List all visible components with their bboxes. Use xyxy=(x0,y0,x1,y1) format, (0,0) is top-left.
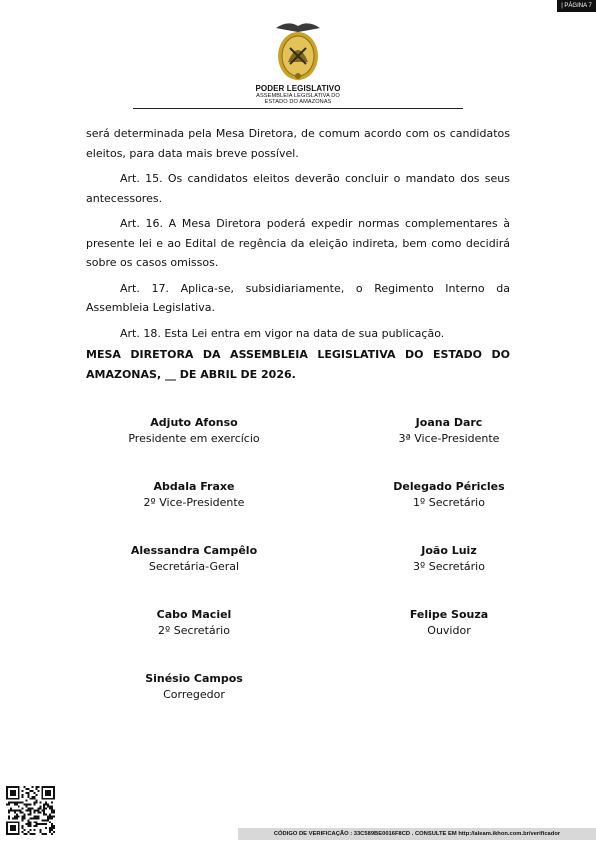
qr-code-icon[interactable] xyxy=(6,786,55,835)
signatory-role: Corregedor xyxy=(163,688,225,701)
page-number-tag: | PÁGINA 7 xyxy=(557,0,596,12)
signatory-block xyxy=(84,479,304,511)
signatory-name: Joana Darc xyxy=(415,416,483,429)
signatory-role: Presidente em exercício xyxy=(128,432,260,445)
header-sub-1: ASSEMBLEIA LEGISLATIVA DO xyxy=(256,93,340,99)
coat-of-arms-seal-icon xyxy=(270,18,326,84)
header-sub-2: ESTADO DO AMAZONAS xyxy=(264,99,332,105)
signatory-role: 3ª Vice-Presidente xyxy=(398,432,500,445)
signatory-role: 2º Vice-Presidente xyxy=(143,496,245,509)
signatory-block xyxy=(84,607,304,639)
signatory-role: 2º Secretário xyxy=(158,624,230,637)
signatory-block xyxy=(339,543,559,575)
law-body xyxy=(86,124,510,349)
mesa-diretora-closing: MESA DIRETORA DA ASSEMBLEIA LEGISLATIVA DO ESTADO DO AMAZONAS, __ DE ABRIL DE 2026. xyxy=(86,348,510,381)
signatory-role: 3º Secretário xyxy=(413,560,485,573)
signatory-block xyxy=(339,607,559,639)
article-15: Art. 15. Os candidatos eleitos deverão concluir o mandato dos seus antecessores. xyxy=(86,172,510,205)
header-org: PODER LEGISLATIVO xyxy=(255,84,341,93)
signatory-name: Felipe Souza xyxy=(409,608,489,621)
signatory-block xyxy=(339,479,559,511)
header xyxy=(198,84,398,105)
signatory-block xyxy=(84,543,304,575)
signatory-name: Adjuto Afonso xyxy=(150,416,238,429)
signatory-name: Alessandra Campêlo xyxy=(130,544,258,557)
signatory-name: Abdala Fraxe xyxy=(153,480,235,493)
article-18: Art. 18. Esta Lei entra em vigor na data de sua publicação. xyxy=(120,326,445,340)
signatory-block xyxy=(84,415,304,447)
signatory-name: Sinésio Campos xyxy=(145,672,243,685)
verification-code-bar: CÓDIGO DE VERIFICAÇÃO : 33C589BE0016F8CD . CONSULTE EM http://aleam.ikhon.com.br/verificador xyxy=(238,828,596,840)
article-16: Art. 16. A Mesa Diretora poderá expedir normas complementares à presente lei e ao Edital de regência da eleição indireta, bem como decidirá sobre os casos omissos. xyxy=(86,217,510,269)
signatory-block xyxy=(84,671,304,703)
signatory-role: 1º Secretário xyxy=(413,496,485,509)
header-divider xyxy=(133,108,463,109)
signatory-role: Secretária-Geral xyxy=(148,560,240,573)
article-17: Art. 17. Aplica-se, subsidiariamente, o Regimento Interno da Assembleia Legislativa. xyxy=(86,281,510,314)
signatory-role: Ouvidor xyxy=(427,624,471,637)
signatory-name: João Luiz xyxy=(421,544,477,557)
signatory-name: Cabo Maciel xyxy=(156,608,232,621)
signatory-name: Delegado Péricles xyxy=(393,480,505,493)
signatory-block xyxy=(339,415,559,447)
paragraph-1: será determinada pela Mesa Diretora, de comum acordo com os candidatos eleitos, para data mais breve possível. xyxy=(86,127,510,160)
